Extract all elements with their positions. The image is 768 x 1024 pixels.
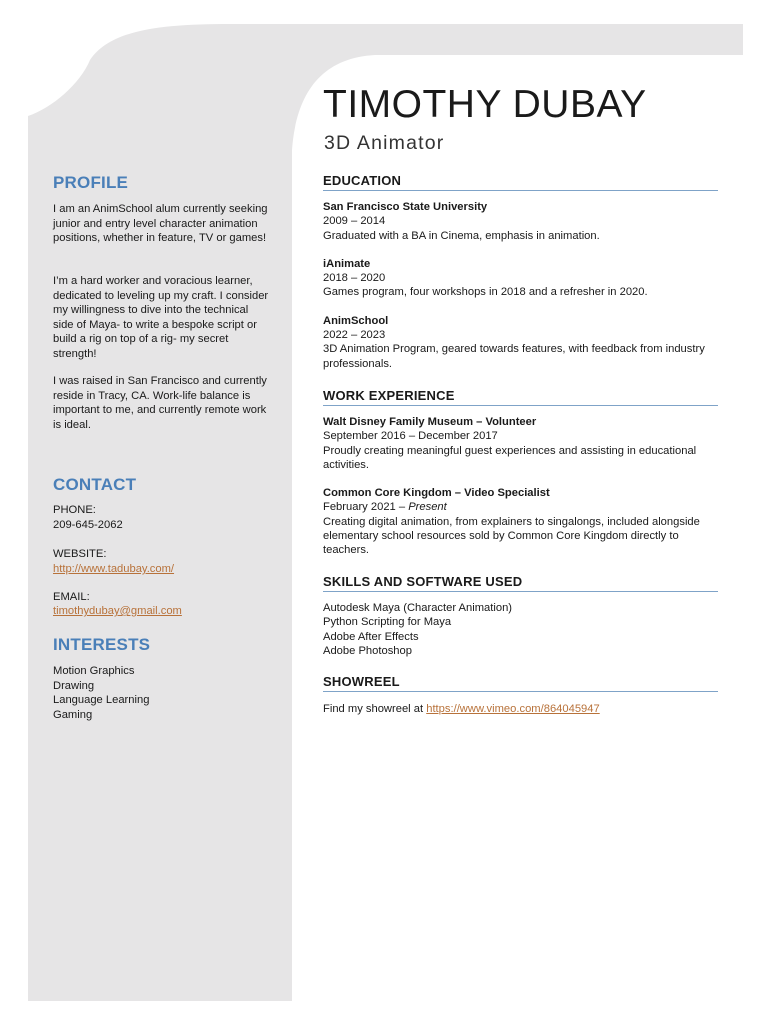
entry-dates: 2018 – 2020 <box>323 272 386 285</box>
list-item: Language Learning <box>53 694 150 706</box>
skills-list <box>323 601 718 658</box>
website-label: WEBSITE: <box>53 548 107 560</box>
job-role: Walt Disney Family Museum – Volunteer <box>323 416 537 428</box>
list-item: Python Scripting for Maya <box>323 616 452 629</box>
work-entry <box>323 486 718 557</box>
entry-dates: 2022 – 2023 <box>323 329 386 342</box>
list-item: Adobe Photoshop <box>323 644 412 657</box>
showreel-text: Find my showreel at <box>323 703 427 715</box>
skills-section <box>323 574 718 658</box>
education-section <box>323 173 718 371</box>
work-section <box>323 388 718 558</box>
candidate-name: TIMOTHY DUBAY <box>323 83 647 126</box>
profile-heading: PROFILE <box>53 173 129 192</box>
job-title: 3D Animator <box>324 132 445 154</box>
email-link[interactable]: timothydubay@gmail.com <box>53 605 182 617</box>
list-item: Adobe After Effects <box>323 630 419 643</box>
list-item: Motion Graphics <box>53 665 135 677</box>
showreel-heading: SHOWREEL <box>323 674 718 692</box>
entry-description: Games program, four workshops in 2018 and a refresher in 2020. <box>323 286 648 299</box>
entry-dates <box>323 500 718 514</box>
school-name: San Francisco State University <box>323 201 488 213</box>
skills-heading: SKILLS AND SOFTWARE USED <box>323 574 718 592</box>
education-entry <box>323 200 718 243</box>
school-name: iAnimate <box>323 257 371 270</box>
work-heading: WORK EXPERIENCE <box>323 388 718 406</box>
showreel-section <box>323 674 718 716</box>
work-entry <box>323 415 718 472</box>
entry-dates: 2009 – 2014 <box>323 215 386 228</box>
profile-paragraph-3: I was raised in San Francisco and currently reside in Tracy, CA. Work-life balance is important to me, and currently remote work is ideal. <box>53 375 267 431</box>
school-name: AnimSchool <box>323 314 389 327</box>
entry-description: 3D Animation Program, geared towards features, with feedback from industry professionals. <box>323 343 705 370</box>
profile-paragraph-2: I’m a hard worker and voracious learner, dedicated to leveling up my craft. I consider my willingness to dive into the technical side of Maya- to write a bespoke script or build a rig on top of a rig- my secret strength! <box>53 275 269 360</box>
education-entry <box>323 314 718 371</box>
job-role: Common Core Kingdom – Video Specialist <box>323 487 550 500</box>
education-heading: EDUCATION <box>323 173 718 191</box>
list-item: Drawing <box>53 679 95 692</box>
showreel-line <box>323 702 718 716</box>
education-entry <box>323 257 718 300</box>
email-label: EMAIL: <box>53 591 90 603</box>
website-link[interactable]: http://www.tadubay.com/ <box>53 563 175 575</box>
dates-range: February 2021 – <box>323 501 409 514</box>
phone-number: 209-645-2062 <box>53 519 123 531</box>
dates-present: Present <box>408 501 447 514</box>
entry-dates: September 2016 – December 2017 <box>323 430 498 443</box>
interests-heading: INTERESTS <box>53 635 151 654</box>
phone-label: PHONE: <box>53 504 96 516</box>
entry-description: Creating digital animation, from explainers to singalongs, included alongside elementary school resources sold by Common Core Kingdom directly to teachers. <box>323 515 700 557</box>
showreel-link[interactable]: https://www.vimeo.com/864045947 <box>426 703 600 715</box>
contact-heading: CONTACT <box>53 475 137 494</box>
entry-description: Graduated with a BA in Cinema, emphasis in animation. <box>323 229 600 242</box>
list-item: Autodesk Maya (Character Animation) <box>323 602 513 614</box>
list-item: Gaming <box>53 708 93 721</box>
profile-paragraph-1: I am an AnimSchool alum currently seeking junior and entry level character animation positions, whether in feature, TV or games! <box>53 203 268 244</box>
entry-description: Proudly creating meaningful guest experiences and assisting in educational activities. <box>323 444 697 471</box>
interests-list <box>53 664 149 722</box>
